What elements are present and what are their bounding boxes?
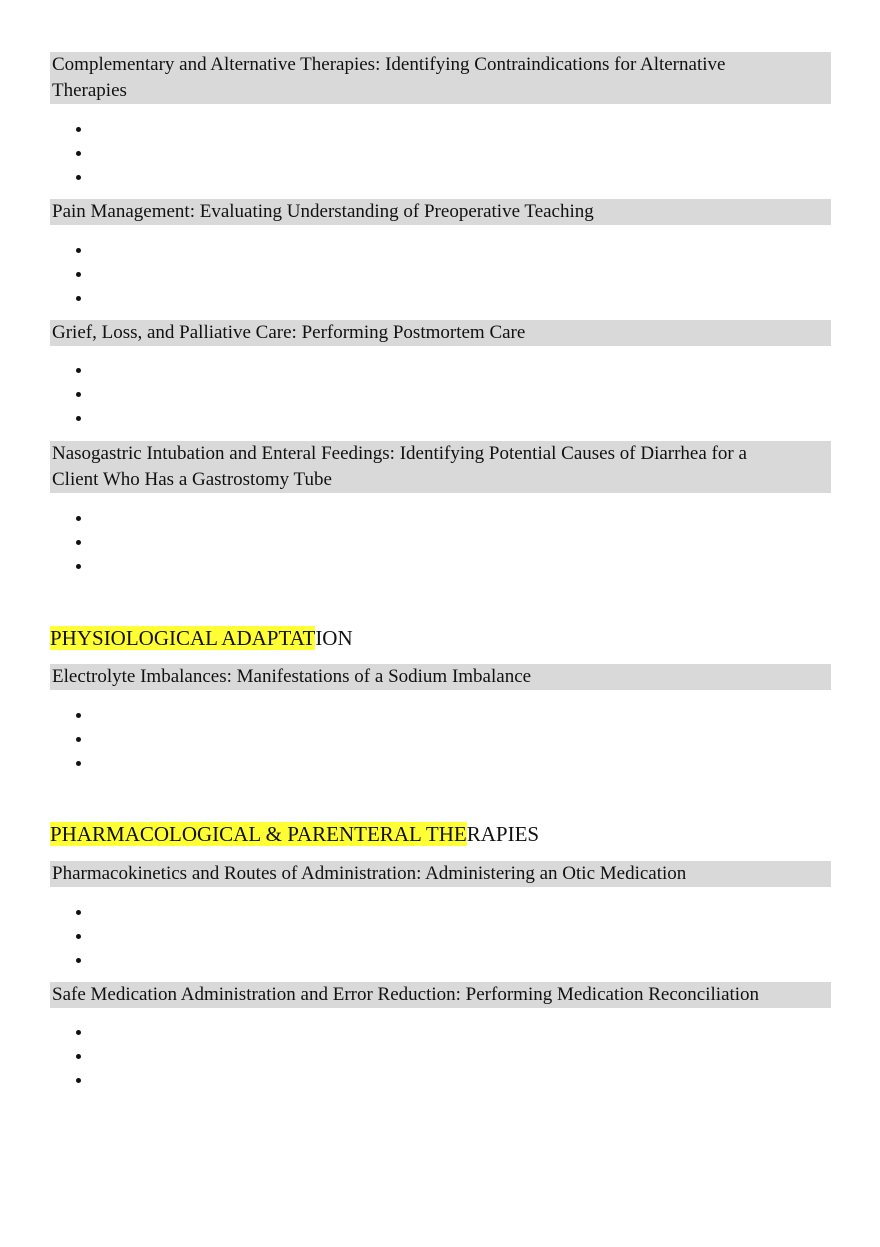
section-heading xyxy=(50,624,353,652)
list-item xyxy=(76,117,81,141)
list-item xyxy=(76,530,81,554)
bullet-list xyxy=(76,358,81,430)
topic-title-line: Complementary and Alternative Therapies: Identifying Contraindications for Alternative xyxy=(52,54,726,75)
section-heading-highlight: PHYSIOLOGICAL ADAPTAT xyxy=(50,626,316,650)
bullet-icon xyxy=(76,175,81,180)
list-item xyxy=(76,406,81,430)
topic-heading xyxy=(50,320,831,346)
list-item xyxy=(76,924,81,948)
bullet-icon xyxy=(76,1030,81,1035)
list-item xyxy=(76,141,81,165)
bullet-icon xyxy=(76,1078,81,1083)
bullet-icon xyxy=(76,737,81,742)
list-item xyxy=(76,727,81,751)
bullet-icon xyxy=(76,392,81,397)
bullet-icon xyxy=(76,127,81,132)
topic-heading xyxy=(50,982,831,1008)
bullet-icon xyxy=(76,516,81,521)
topic-heading xyxy=(50,664,831,690)
list-item xyxy=(76,358,81,382)
list-item xyxy=(76,238,81,262)
list-item xyxy=(76,506,81,530)
list-item xyxy=(76,751,81,775)
bullet-list xyxy=(76,703,81,775)
bullet-list xyxy=(76,1020,81,1092)
topic-title-line: Nasogastric Intubation and Enteral Feedings: Identifying Potential Causes of Diarrhea for a xyxy=(52,443,747,464)
topic-heading xyxy=(50,861,831,887)
topic-heading xyxy=(50,52,831,104)
list-item xyxy=(76,382,81,406)
topic-title-line: Client Who Has a Gastrostomy Tube xyxy=(52,469,332,490)
bullet-icon xyxy=(76,934,81,939)
topic-title-line: Therapies xyxy=(52,80,127,101)
list-item xyxy=(76,900,81,924)
bullet-icon xyxy=(76,1054,81,1059)
bullet-icon xyxy=(76,151,81,156)
topic-title-line: Electrolyte Imbalances: Manifestations of a Sodium Imbalance xyxy=(52,666,532,687)
list-item xyxy=(76,262,81,286)
section-heading xyxy=(50,820,539,848)
section-heading-highlight: PHARMACOLOGICAL & PARENTERAL THE xyxy=(50,822,467,846)
bullet-icon xyxy=(76,958,81,963)
list-item xyxy=(76,286,81,310)
bullet-icon xyxy=(76,272,81,277)
topic-title-line: Pharmacokinetics and Routes of Administration: Administering an Otic Medication xyxy=(52,863,687,884)
topic-title-line: Safe Medication Administration and Error Reduction: Performing Medication Reconciliation xyxy=(52,984,760,1005)
list-item xyxy=(76,554,81,578)
bullet-icon xyxy=(76,713,81,718)
bullet-icon xyxy=(76,910,81,915)
bullet-list xyxy=(76,238,81,310)
list-item xyxy=(76,165,81,189)
topic-heading xyxy=(50,441,831,493)
list-item xyxy=(76,1044,81,1068)
topic-title-line: Pain Management: Evaluating Understanding of Preoperative Teaching xyxy=(52,201,594,222)
bullet-list xyxy=(76,506,81,578)
section-heading-rest: RAPIES xyxy=(466,822,540,846)
bullet-icon xyxy=(76,416,81,421)
bullet-icon xyxy=(76,540,81,545)
bullet-icon xyxy=(76,761,81,766)
bullet-list xyxy=(76,900,81,972)
topic-heading xyxy=(50,199,831,225)
topic-title-line: Grief, Loss, and Palliative Care: Performing Postmortem Care xyxy=(52,322,526,343)
bullet-icon xyxy=(76,564,81,569)
list-item xyxy=(76,948,81,972)
list-item xyxy=(76,703,81,727)
bullet-icon xyxy=(76,296,81,301)
bullet-icon xyxy=(76,248,81,253)
bullet-list xyxy=(76,117,81,189)
list-item xyxy=(76,1020,81,1044)
section-heading-rest: ION xyxy=(315,626,353,650)
list-item xyxy=(76,1068,81,1092)
bullet-icon xyxy=(76,368,81,373)
